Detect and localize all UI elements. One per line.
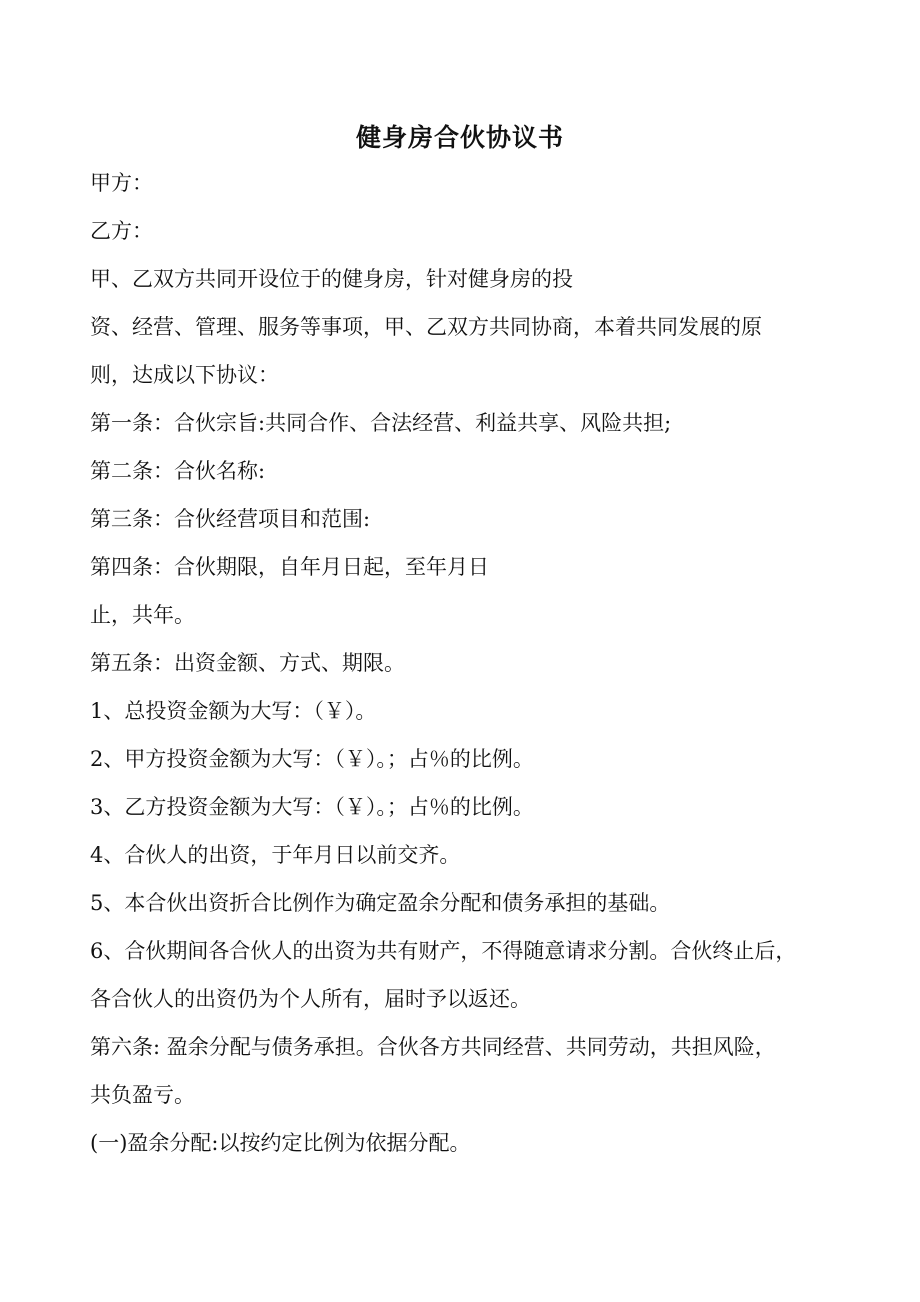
item-4-label: 4、合伙人的出资，于 bbox=[90, 843, 293, 867]
article-5-item-3 bbox=[90, 792, 534, 822]
year-label-2: 年 bbox=[426, 555, 447, 579]
article-5-item-6-line-2: 各合伙人的出资仍为个人所有，届时予以返还。 bbox=[90, 987, 531, 1011]
intro-text-b: 的健身房，针对健身房的投 bbox=[321, 267, 573, 291]
article-6-line-1: 第六条: 盈余分配与债务承担。合伙各方共同经营、共同劳动，共担风险， bbox=[90, 1035, 776, 1059]
profit-distribution: (一)盈余分配:以按约定比例为依据分配。 bbox=[90, 1131, 471, 1155]
article-4-text: 第四条：合伙期限，自 bbox=[90, 555, 300, 579]
article-5-item-2 bbox=[90, 744, 534, 774]
item-4-month: 月 bbox=[313, 843, 335, 867]
item-1-close: ）。 bbox=[344, 699, 377, 723]
item-4-year: 年 bbox=[292, 843, 314, 867]
article-6-line-2: 共负盈亏。 bbox=[90, 1083, 195, 1107]
intro-line-1 bbox=[90, 264, 573, 294]
article-5-item-5: 5、本合伙出资折合比例作为确定盈余分配和债务承担的基础。 bbox=[90, 891, 671, 915]
item-3-percent: ％的比例。 bbox=[428, 795, 534, 819]
intro-line-3: 则，达成以下协议： bbox=[90, 363, 279, 387]
article-5-item-4 bbox=[90, 840, 460, 870]
article-2-label: 第二条：合伙名称: bbox=[90, 459, 266, 483]
article-5-item-1 bbox=[90, 696, 376, 726]
party-a-label: 甲方： bbox=[90, 171, 153, 195]
article-4-total-b: 年。 bbox=[153, 603, 195, 627]
item-2-yen: （￥ bbox=[334, 747, 366, 771]
month-label-2: 月 bbox=[447, 555, 468, 579]
intro-text-a: 甲、乙双方共同开设位于 bbox=[90, 267, 321, 291]
item-1-label: 1、总投资金额为大写： bbox=[90, 699, 314, 723]
year-label: 年 bbox=[300, 555, 321, 579]
item-2-label: 2、甲方投资金额为大写： bbox=[90, 747, 335, 771]
article-5-heading: 第五条：出资金额、方式、期限。 bbox=[90, 651, 405, 675]
item-4-end: 日以前交齐。 bbox=[334, 843, 461, 867]
article-4-line-1 bbox=[90, 552, 489, 582]
document-title: 健身房合伙协议书 bbox=[355, 123, 564, 152]
day-from-label: 日起，至 bbox=[342, 555, 426, 579]
article-3-label: 第三条：合伙经营项目和范围: bbox=[90, 507, 371, 531]
item-3-close: ）。；占 bbox=[365, 795, 429, 819]
article-5-item-6-line-1: 6、合伙期间各合伙人的出资为共有财产，不得随意请求分割。合伙终止后， bbox=[90, 939, 797, 963]
party-b-label: 乙方： bbox=[90, 219, 153, 243]
article-2 bbox=[90, 456, 265, 486]
article-3 bbox=[90, 504, 370, 534]
item-2-percent: ％的比例。 bbox=[428, 747, 534, 771]
item-2-close: ）。；占 bbox=[365, 747, 429, 771]
article-1: 第一条：合伙宗旨:共同合作、合法经营、利益共享、风险共担; bbox=[90, 411, 672, 435]
item-1-yen: （￥ bbox=[313, 699, 345, 723]
article-4-line-2 bbox=[90, 600, 195, 630]
intro-line-2: 资、经营、管理、服务等事项，甲、乙双方共同协商，本着共同发展的原 bbox=[90, 315, 762, 339]
item-3-label: 3、乙方投资金额为大写： bbox=[90, 795, 335, 819]
article-4-total-a: 止，共 bbox=[90, 603, 153, 627]
month-label: 月 bbox=[321, 555, 342, 579]
day-end-label: 日 bbox=[468, 555, 489, 579]
item-3-yen: （￥ bbox=[334, 795, 366, 819]
